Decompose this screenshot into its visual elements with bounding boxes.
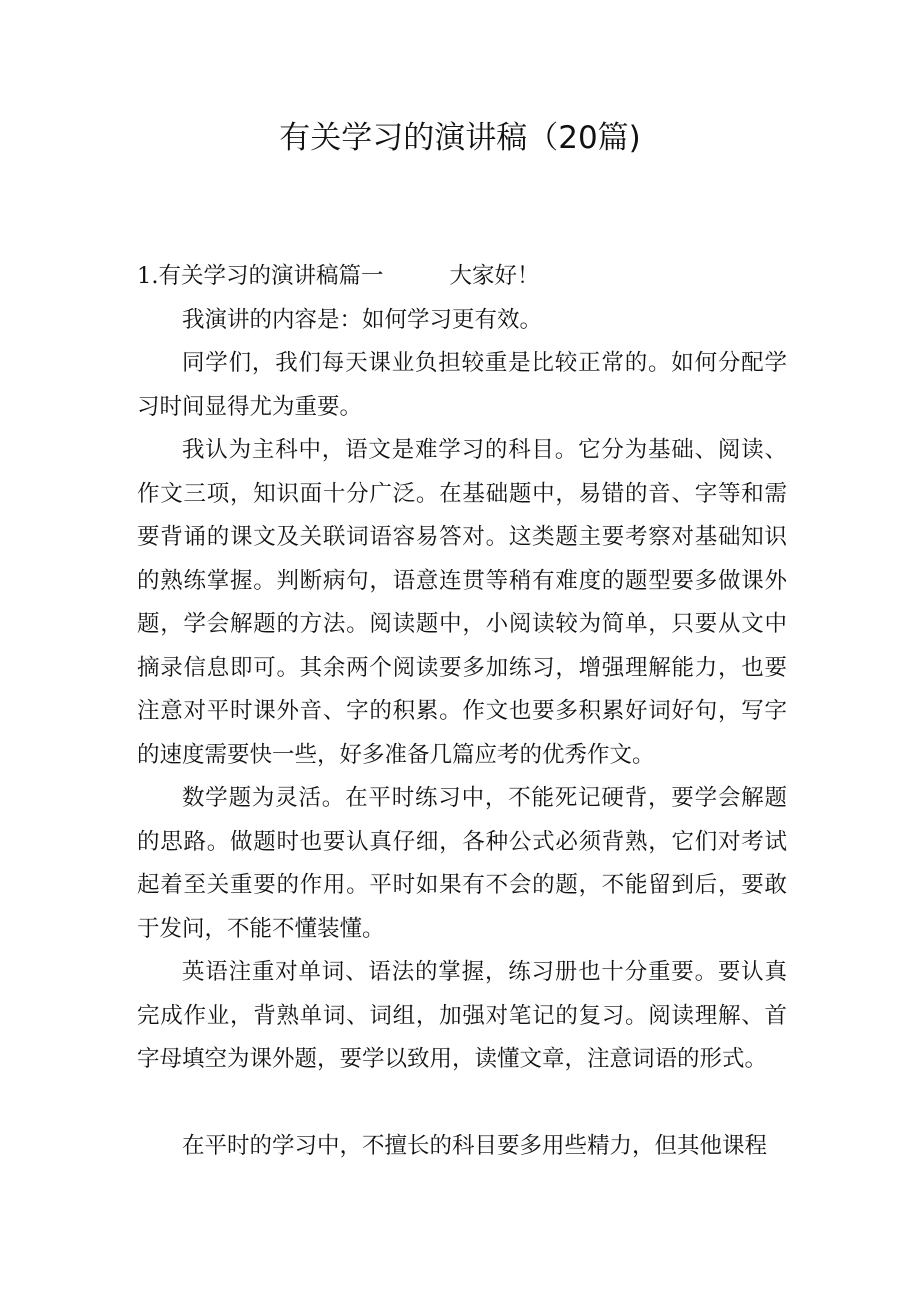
document-body (137, 255, 787, 1169)
section-heading-line (137, 255, 787, 299)
paragraph: 同学们，我们每天课业负担较重是比较正常的。如何分配学习时间显得尤为重要。 (137, 350, 787, 420)
section-heading: 1.有关学习的演讲稿篇一 (137, 263, 384, 289)
paragraph: 英语注重对单词、语法的掌握，练习册也十分重要。要认真完成作业，背熟单词、词组，加强对笔记的复习。阅读理解、首字母填空为课外题，要学以致用，读懂文章，注意词语的形式。 (137, 959, 787, 1072)
greeting-text: 大家好！ (449, 263, 540, 289)
paragraph: 我认为主科中，语文是难学习的科目。它分为基础、阅读、作文三项，知识面十分广泛。在基础题中，易错的音、字等和需要背诵的课文及关联词语容易答对。这类题主要考察对基础知识的熟练掌握。判断病句，语意连贯等稍有难度的题型要多做课外题，学会解题的方法。阅读题中，小阅读较为简单，只要从文中摘录信息即可。其余两个阅读要多加练习，增强理解能力，也要注意对平时课外音、字的积累。作文也要多积累好词好句，写字的速度需要快一些，好多准备几篇应考的优秀作文。 (137, 437, 787, 768)
paragraph: 数学题为灵活。在平时练习中，不能死记硬背，要学会解题的思路。做题时也要认真仔细，各种公式必须背熟，它们对考试起着至关重要的作用。平时如果有不会的题，不能留到后，要敢于发问，不能不懂装懂。 (137, 785, 787, 942)
paragraph-gap (137, 1082, 787, 1126)
paragraph: 在平时的学习中，不擅长的科目要多用些精力，但其他课程 (182, 1133, 768, 1159)
paragraph: 我演讲的内容是：如何学习更有效。 (182, 306, 543, 333)
page-title: 有关学习的演讲稿（20篇) (279, 120, 641, 156)
